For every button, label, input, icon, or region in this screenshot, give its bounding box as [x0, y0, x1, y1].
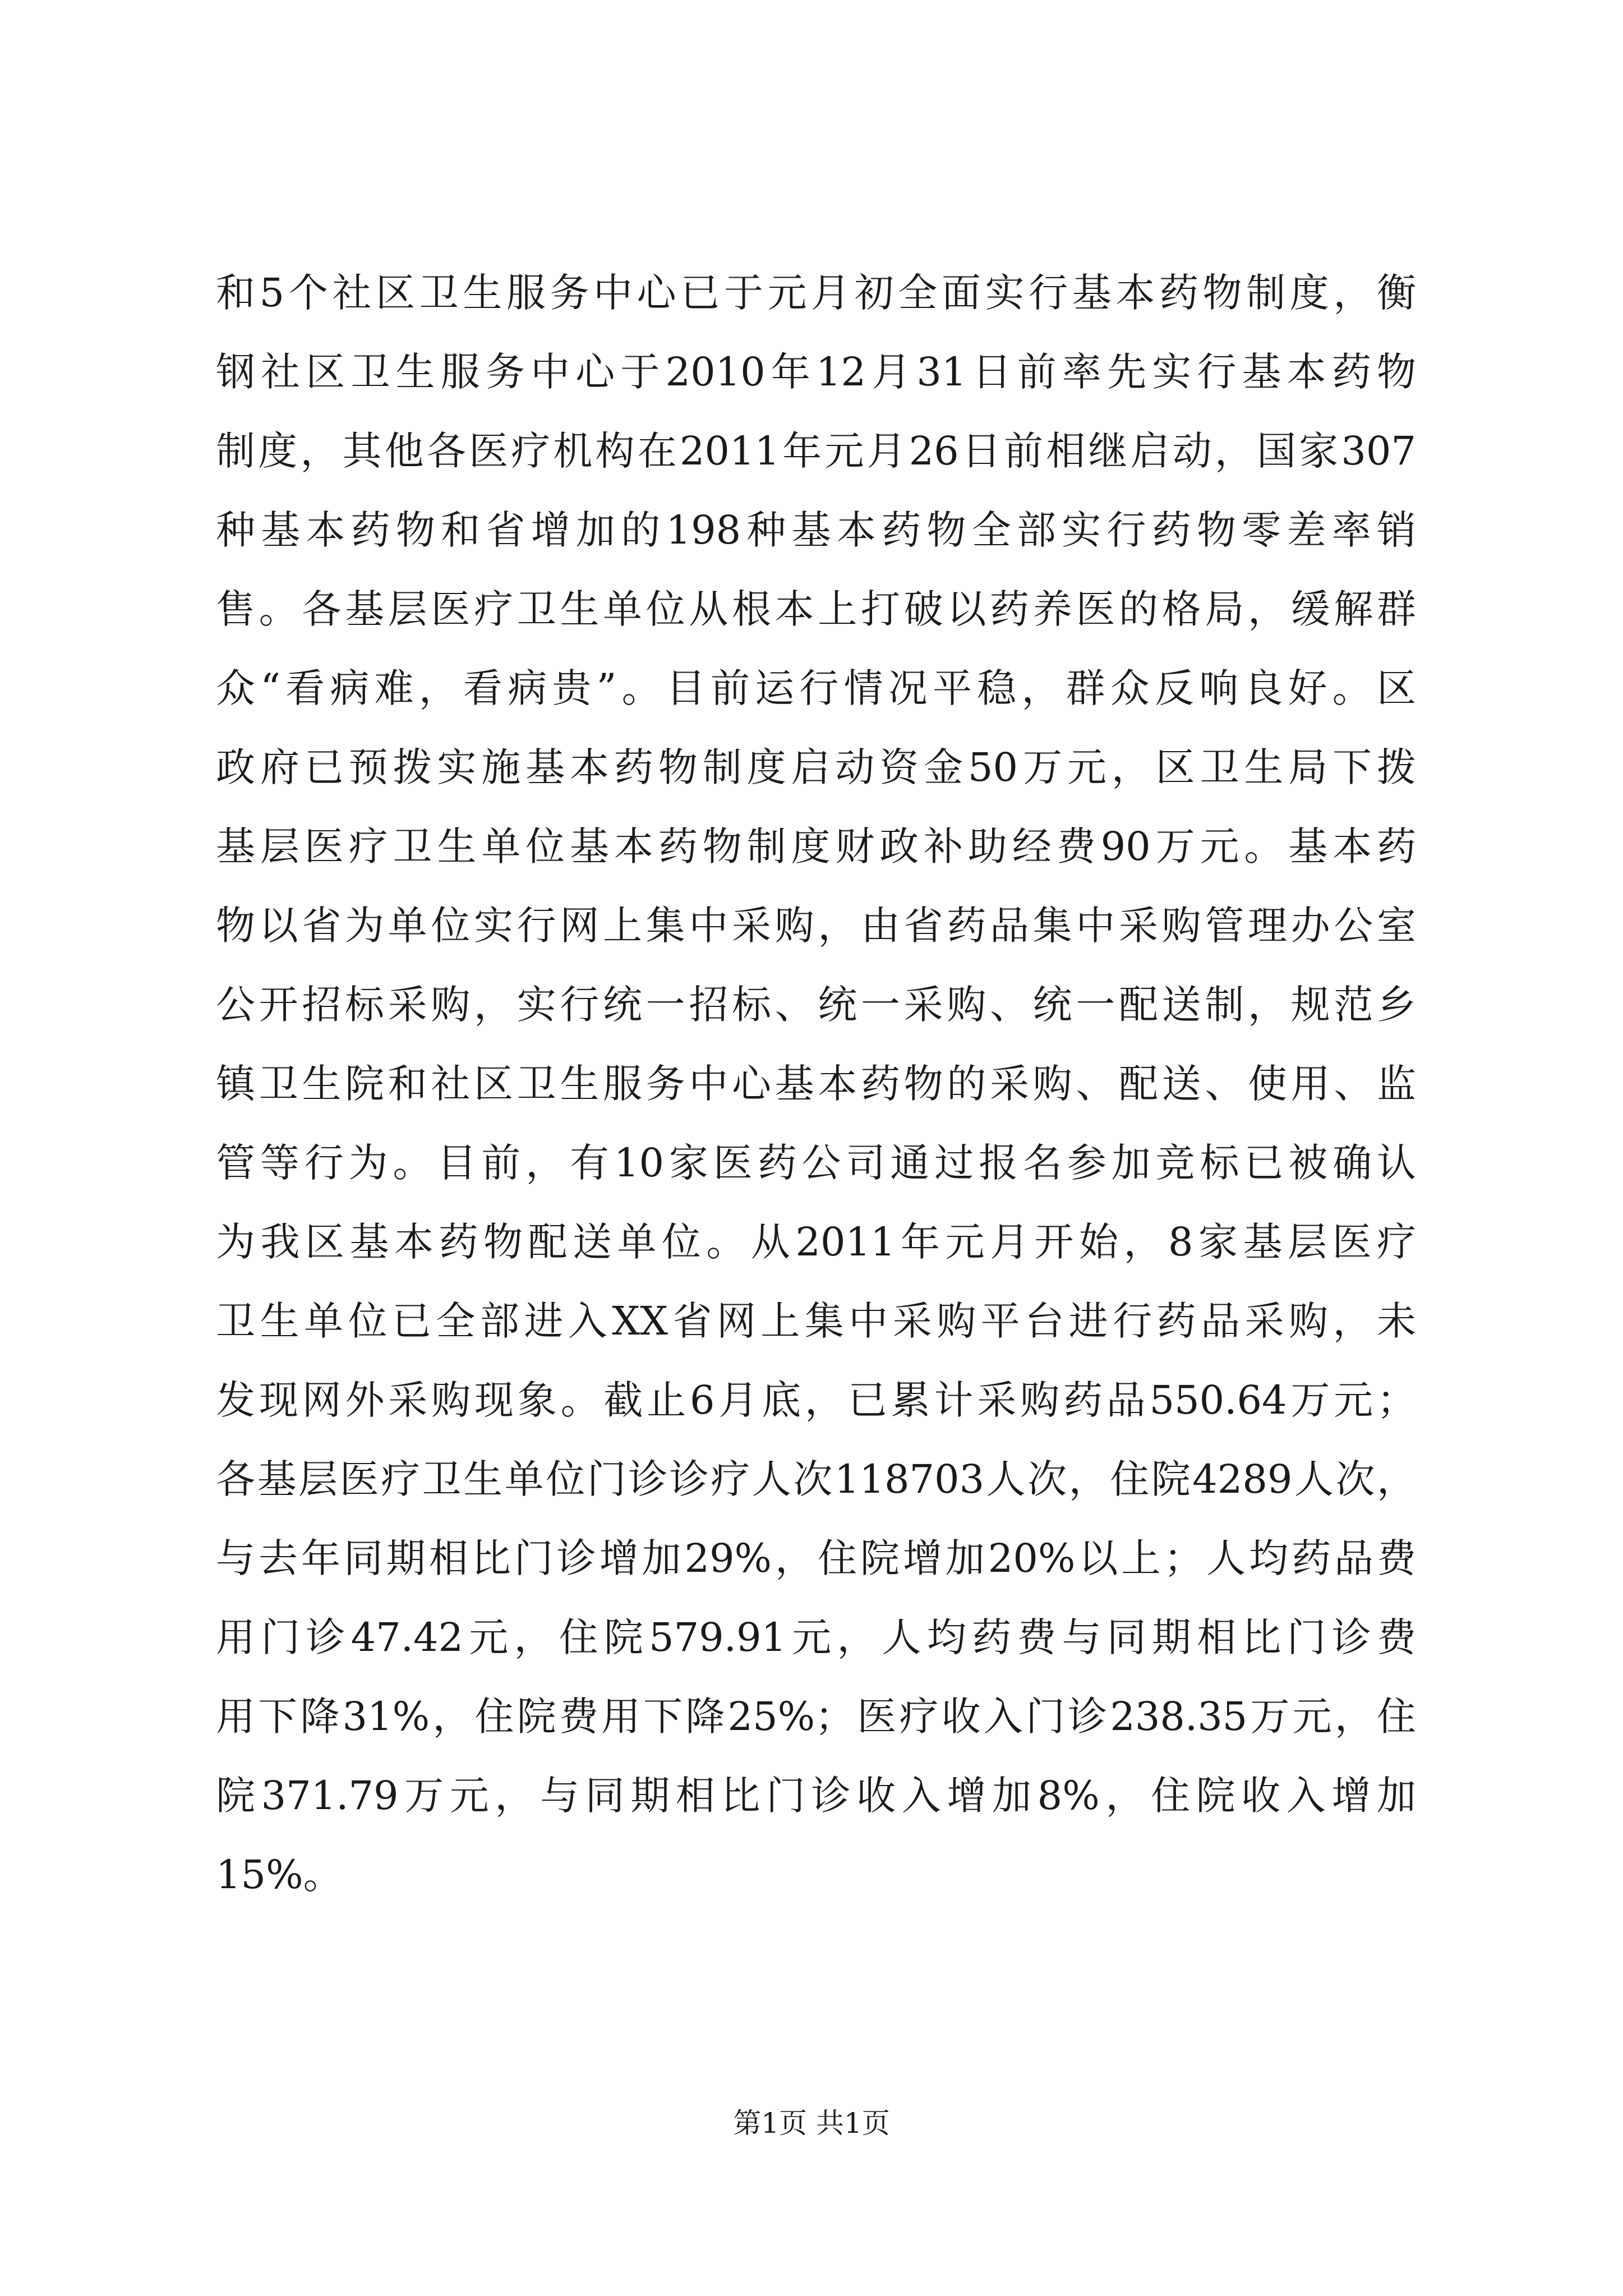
page-footer: 第1页 共1页	[733, 2107, 890, 2139]
text-line: 政府已预拨实施基本药物制度启动资金50万元，区卫生局下拨	[216, 744, 1416, 790]
text-line: 为我区基本药物配送单位。从2011年元月开始，8家基层医疗	[216, 1219, 1416, 1265]
text-line: 众“看病难，看病贵”。目前运行情况平稳，群众反响良好。区	[216, 665, 1416, 711]
text-line: 15%。	[216, 1852, 343, 1898]
text-line: 各基层医疗卫生单位门诊诊疗人次118703人次，住院4289人次，	[216, 1456, 1416, 1502]
text-line: 和5个社区卫生服务中心已于元月初全面实行基本药物制度，衡	[216, 270, 1416, 316]
text-line: 用下降31%，住院费用下降25%；医疗收入门诊238.35万元，住	[216, 1694, 1416, 1740]
text-line: 镇卫生院和社区卫生服务中心基本药物的采购、配送、使用、监	[216, 1061, 1416, 1107]
text-line: 院371.79万元，与同期相比门诊收入增加8%，住院收入增加	[216, 1773, 1416, 1819]
text-line: 与去年同期相比门诊增加29%，住院增加20%以上；人均药品费	[216, 1535, 1416, 1581]
text-line: 用门诊47.42元，住院579.91元，人均药费与同期相比门诊费	[216, 1614, 1416, 1660]
text-line: 种基本药物和省增加的198种基本药物全部实行药物零差率销	[216, 507, 1416, 553]
text-line: 钢社区卫生服务中心于2010年12月31日前率先实行基本药物	[216, 349, 1416, 395]
text-line: 基层医疗卫生单位基本药物制度财政补助经费90万元。基本药	[216, 823, 1416, 869]
text-line: 卫生单位已全部进入XX省网上集中采购平台进行药品采购，未	[216, 1298, 1416, 1344]
text-line: 公开招标采购，实行统一招标、统一采购、统一配送制，规范乡	[216, 982, 1416, 1028]
text-line: 售。各基层医疗卫生单位从根本上打破以药养医的格局，缓解群	[216, 586, 1416, 632]
text-line: 管等行为。目前，有10家医药公司通过报名参加竞标已被确认	[216, 1140, 1416, 1186]
body-paragraph	[216, 254, 1416, 1915]
text-line: 制度，其他各医疗机构在2011年元月26日前相继启动，国家307	[216, 428, 1416, 474]
text-line: 物以省为单位实行网上集中采购，由省药品集中采购管理办公室	[216, 903, 1416, 949]
text-line: 发现网外采购现象。截止6月底，已累计采购药品550.64万元；	[216, 1377, 1416, 1423]
